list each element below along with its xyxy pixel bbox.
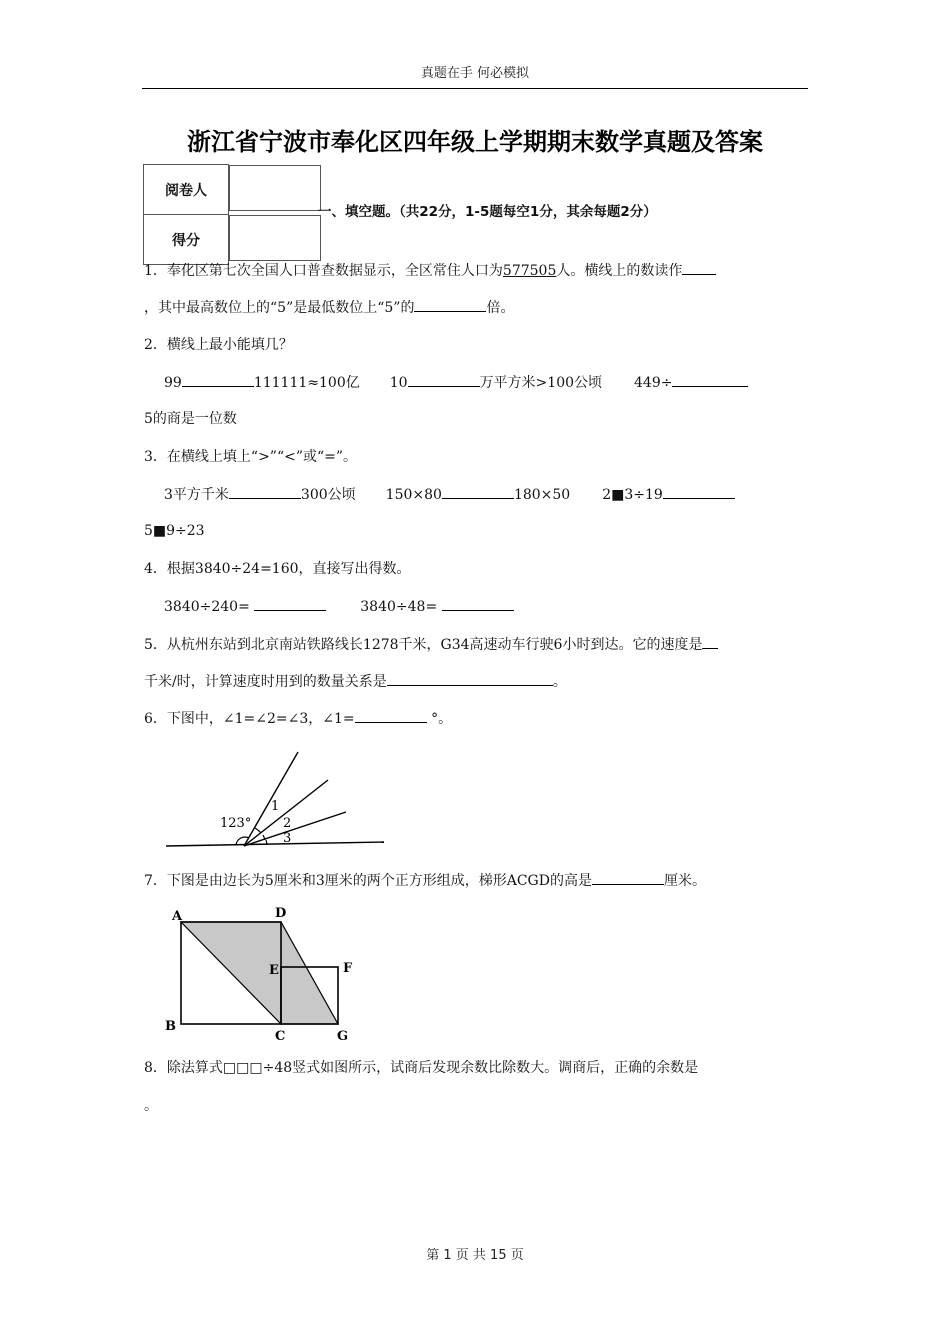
q5-line1: 5．从杭州东站到北京南站铁路线长1278千米，G34高速动车行驶6小时到达。它的速度是 [144, 634, 718, 655]
arc-1 [255, 828, 261, 833]
q3-stem: 3．在横线上填上“>”“<”或“=”。 [144, 449, 358, 465]
q4-blank2 [442, 596, 514, 611]
score-cell [229, 215, 321, 261]
q7-line: 7．下图是由边长为5厘米和3厘米的两个正方形组成，梯形ACGD的高是 厘米。 [144, 870, 706, 891]
q2-blank3 [672, 372, 748, 387]
label-g: G [337, 1029, 349, 1044]
angle-label-2: 2 [283, 816, 292, 831]
trapezoid-acgd [181, 922, 338, 1024]
q3-blank3 [663, 484, 735, 499]
q3-parts: 3平方千米 300公顷 150×80 180×50 2■3÷19 [164, 484, 735, 505]
q6-blank [355, 708, 427, 723]
squares-figure [160, 900, 370, 1045]
page-footer: 第 1 页 共 15 页 [426, 1248, 524, 1263]
q2-cont: 5的商是一位数 [144, 411, 237, 427]
label-b: B [165, 1019, 176, 1034]
angle-figure [160, 748, 390, 854]
angle-label-3: 3 [283, 831, 292, 846]
page-title: 浙江省宁波市奉化区四年级上学期期末数学真题及答案 [187, 128, 763, 156]
q4-stem: 4．根据3840÷24=160，直接写出得数。 [144, 561, 411, 577]
q8-line: 8．除法算式□□□÷48竖式如图所示，试商后发现余数比除数大。调商后，正确的余数是 [144, 1060, 699, 1076]
angle-label-123: 123° [220, 816, 252, 831]
label-d: D [275, 906, 287, 921]
q5-blank2 [387, 671, 553, 686]
base-line [166, 842, 384, 846]
q5-blank1 [702, 634, 718, 649]
score-table [143, 164, 322, 265]
angle-label-1: 1 [271, 799, 280, 814]
q1-blank1 [682, 260, 716, 275]
label-e: E [269, 963, 279, 978]
q3-cont: 5■9÷23 [144, 523, 205, 539]
label-a: A [172, 909, 183, 924]
q2-stem: 2．横线上最小能填几？ [144, 337, 293, 353]
q1-line1: 1．奉化区第七次全国人口普查数据显示，全区常住人口为577505人。横线上的数读作 [144, 260, 716, 281]
page-header: 真题在手 何必模拟 [420, 66, 530, 81]
population-number: 577505 [502, 263, 557, 279]
q8-cont: 。 [144, 1098, 158, 1114]
q2-parts: 99 111111≈100亿 10 万平方米>100公顷 449÷ [164, 372, 748, 393]
q2-blank2 [408, 372, 480, 387]
q3-blank1 [229, 484, 301, 499]
q4-parts: 3840÷240= 3840÷48= [164, 596, 514, 617]
q7-blank [592, 870, 664, 885]
label-c: C [275, 1029, 286, 1044]
q4-blank1 [254, 596, 326, 611]
score-label: 得分 [144, 215, 229, 265]
q3-blank2 [442, 484, 514, 499]
ray-3 [244, 812, 346, 846]
reviewer-cell [229, 165, 321, 211]
header-rule [142, 88, 808, 89]
q1-blank2 [414, 297, 486, 312]
q2-blank1 [182, 372, 254, 387]
q5-line2: 千米/时，计算速度时用到的数量关系是 。 [144, 671, 567, 692]
q1-line2: ，其中最高数位上的“5”是最低数位上“5”的 倍。 [144, 297, 514, 318]
label-f: F [343, 961, 353, 976]
q6-line: 6．下图中，∠1=∠2=∠3，∠1= °。 [144, 708, 452, 729]
reviewer-label: 阅卷人 [144, 165, 229, 215]
section-heading: 一、填空题。（共22分，1-5题每空1分，其余每题2分） [318, 204, 657, 220]
